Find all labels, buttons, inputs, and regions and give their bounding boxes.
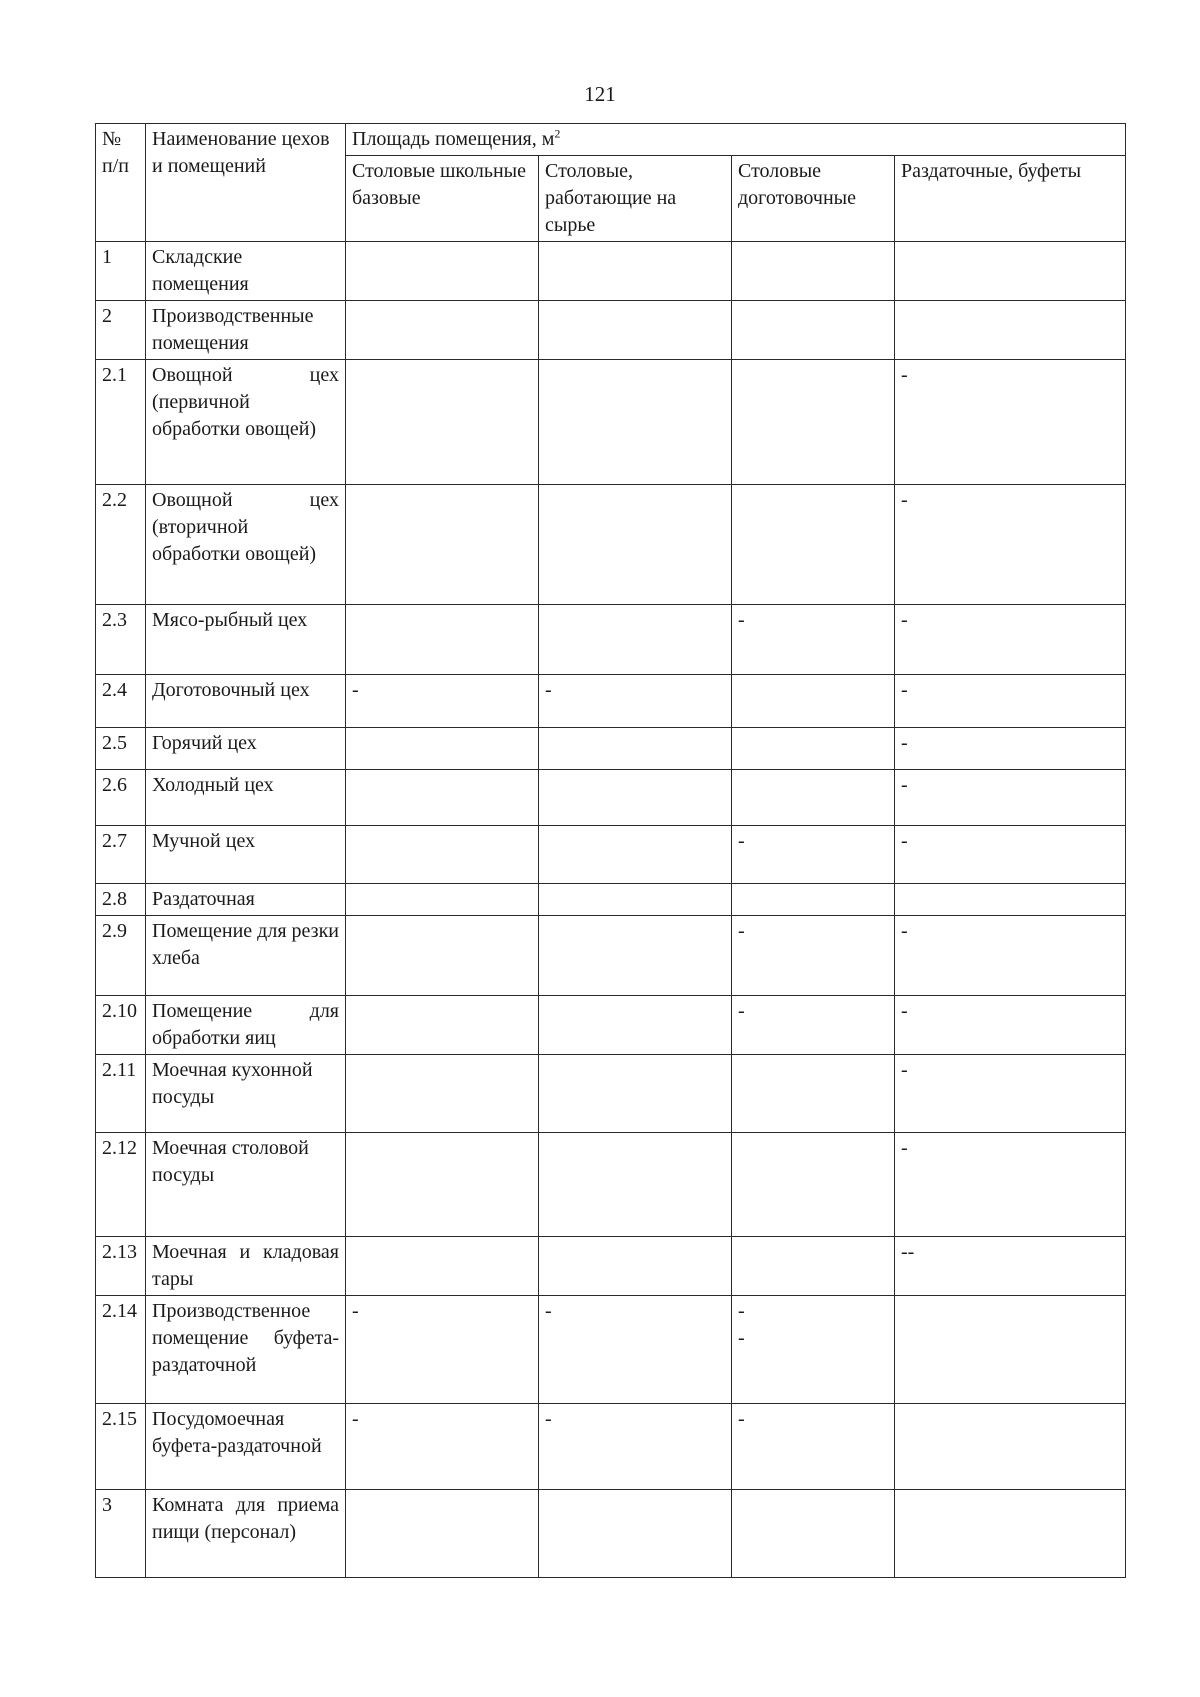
row-number: 2.14 — [96, 1296, 146, 1404]
area-value-cell: - — [732, 996, 895, 1055]
table-row — [96, 242, 1126, 301]
area-value-cell — [732, 1133, 895, 1237]
table-row — [96, 675, 1126, 728]
room-name — [146, 826, 346, 884]
table-row — [96, 1237, 1126, 1296]
area-value-cell — [895, 1490, 1126, 1578]
area-value-cell — [732, 1490, 895, 1578]
table-row — [96, 1490, 1126, 1578]
room-name — [146, 675, 346, 728]
room-name-text: Овощной цех (первичной обработки овощей) — [152, 364, 339, 440]
row-number: 2.15 — [96, 1404, 146, 1490]
area-value-cell — [732, 884, 895, 916]
area-value-cell — [346, 1237, 539, 1296]
header-col-buffets: Раздаточные, буфеты — [895, 156, 1126, 242]
room-name — [146, 1296, 346, 1404]
room-name — [146, 1490, 346, 1578]
area-value-cell: - — [346, 1296, 539, 1404]
area-value-cell: - — [539, 1404, 732, 1490]
room-name — [146, 728, 346, 770]
area-value-cell — [895, 242, 1126, 301]
room-name — [146, 360, 346, 485]
table-row — [96, 770, 1126, 826]
table-row — [96, 605, 1126, 675]
room-name-text: Производственное помещение буфета-раздаточной — [152, 1300, 339, 1376]
room-name — [146, 605, 346, 675]
row-number: 2.7 — [96, 826, 146, 884]
row-number: 2.2 — [96, 485, 146, 605]
table-row — [96, 1404, 1126, 1490]
area-value-cell — [346, 605, 539, 675]
area-value-cell — [346, 826, 539, 884]
room-name-text: Доготовочный цех — [152, 679, 310, 701]
room-name — [146, 916, 346, 996]
area-value-cell: - — [732, 1404, 895, 1490]
row-number: 1 — [96, 242, 146, 301]
room-name — [146, 770, 346, 826]
area-value-cell: - — [895, 770, 1126, 826]
header-name: Наименование цехов и помещений — [146, 124, 346, 242]
area-value-cell — [732, 675, 895, 728]
area-value-cell: - — [895, 1055, 1126, 1133]
area-value-cell — [539, 916, 732, 996]
area-value-cell — [895, 1296, 1126, 1404]
area-value-cell: - — [346, 675, 539, 728]
room-name-text: Моечная кухонной посуды — [152, 1059, 313, 1108]
header-col-raw: Столовые, работающие на сырье — [539, 156, 732, 242]
row-number: 2.1 — [96, 360, 146, 485]
area-value-cell — [346, 1490, 539, 1578]
table-row — [96, 916, 1126, 996]
area-value-cell — [539, 884, 732, 916]
area-value-cell: - — [732, 605, 895, 675]
page-number: 121 — [584, 82, 616, 106]
room-name — [146, 1404, 346, 1490]
area-value-cell — [539, 605, 732, 675]
room-name — [146, 996, 346, 1055]
room-name-text: Мучной цех — [152, 830, 256, 852]
room-name-text: Производственные помещения — [152, 305, 314, 354]
room-name-text: Раздаточная — [152, 888, 255, 910]
area-value-cell: - — [539, 675, 732, 728]
room-name-text: Моечная и кладовая тары — [152, 1241, 339, 1290]
area-value-cell — [539, 485, 732, 605]
area-value-cell — [346, 1133, 539, 1237]
row-number: 2.3 — [96, 605, 146, 675]
room-name-text: Складские помещения — [152, 246, 249, 295]
room-name — [146, 1133, 346, 1237]
row-number: 2.9 — [96, 916, 146, 996]
room-name — [146, 301, 346, 360]
table-row — [96, 826, 1126, 884]
area-value-cell: - — [895, 485, 1126, 605]
row-number: 2.13 — [96, 1237, 146, 1296]
row-number: 2 — [96, 301, 146, 360]
row-number: 2.8 — [96, 884, 146, 916]
area-value-cell — [539, 1490, 732, 1578]
area-value-cell — [346, 360, 539, 485]
row-number: 2.4 — [96, 675, 146, 728]
area-value-cell — [346, 916, 539, 996]
header-num: № п/п — [96, 124, 146, 242]
table-row — [96, 996, 1126, 1055]
area-value-cell — [732, 728, 895, 770]
area-value-cell — [539, 996, 732, 1055]
area-value-cell: - — [895, 916, 1126, 996]
table-body — [96, 242, 1126, 1578]
area-value-cell — [895, 884, 1126, 916]
area-value-cell — [346, 770, 539, 826]
area-value-cell — [732, 301, 895, 360]
table-header — [96, 124, 1126, 242]
area-value-cell — [539, 770, 732, 826]
area-value-cell — [346, 301, 539, 360]
row-number: 2.11 — [96, 1055, 146, 1133]
area-value-cell — [346, 242, 539, 301]
room-name — [146, 1055, 346, 1133]
row-number: 2.6 — [96, 770, 146, 826]
area-value-cell — [539, 826, 732, 884]
area-value-cell — [346, 884, 539, 916]
area-value-cell: - — [895, 996, 1126, 1055]
room-area-table — [95, 123, 1126, 1578]
room-name — [146, 884, 346, 916]
area-value-cell — [732, 360, 895, 485]
header-area-label: Площадь помещения, м — [352, 128, 555, 150]
area-value-cell — [732, 485, 895, 605]
room-name — [146, 242, 346, 301]
area-value-cell: - — [732, 826, 895, 884]
area-value-cell: - — [895, 605, 1126, 675]
area-value-cell — [895, 1404, 1126, 1490]
area-value-cell — [346, 996, 539, 1055]
room-name-text: Холодный цех — [152, 774, 274, 796]
area-value-cell — [539, 1133, 732, 1237]
area-value-cell: -- — [895, 1237, 1126, 1296]
table-row — [96, 1296, 1126, 1404]
area-value-cell — [539, 360, 732, 485]
area-value-cell: - — [895, 360, 1126, 485]
area-value-cell: - — [895, 826, 1126, 884]
area-value-cell: - — [895, 728, 1126, 770]
area-value-cell — [539, 1055, 732, 1133]
room-name-text: Помещение для обработки яиц — [152, 1000, 339, 1049]
room-name — [146, 485, 346, 605]
area-value-cell — [732, 242, 895, 301]
room-name-text: Мясо-рыбный цех — [152, 609, 308, 631]
area-value-cell — [539, 728, 732, 770]
row-number: 2.5 — [96, 728, 146, 770]
room-name-text: Посудомоечная буфета-раздаточной — [152, 1408, 322, 1457]
area-value-cell — [539, 242, 732, 301]
header-col-finishing: Столовые доготовочные — [732, 156, 895, 242]
row-number: 3 — [96, 1490, 146, 1578]
table-row — [96, 485, 1126, 605]
room-name-text: Моечная столовой посуды — [152, 1137, 309, 1186]
area-value-cell: - — [346, 1404, 539, 1490]
room-name-text: Помещение для резки хлеба — [152, 920, 339, 969]
table-row — [96, 1055, 1126, 1133]
area-value-cell: - — [539, 1296, 732, 1404]
table-row — [96, 1133, 1126, 1237]
area-value-cell — [346, 485, 539, 605]
table-row — [96, 884, 1126, 916]
area-value-cell: - — [895, 1133, 1126, 1237]
table-row — [96, 728, 1126, 770]
room-name-text: Комната для приема пищи (персонал) — [152, 1494, 339, 1543]
area-value-cell — [732, 770, 895, 826]
header-col-school: Столовые школьные базовые — [346, 156, 539, 242]
area-value-cell: - — [732, 916, 895, 996]
row-number: 2.12 — [96, 1133, 146, 1237]
area-value-cell — [732, 1237, 895, 1296]
room-name-text: Горячий цех — [152, 732, 257, 754]
room-name — [146, 1237, 346, 1296]
area-value-cell — [895, 301, 1126, 360]
header-area — [346, 124, 1126, 156]
area-value-cell — [346, 1055, 539, 1133]
header-area-unit-sup: 2 — [554, 126, 561, 141]
area-value-cell — [539, 1237, 732, 1296]
area-value-cell: - — [895, 675, 1126, 728]
area-value-cell: - - — [732, 1296, 895, 1404]
area-value-cell — [346, 728, 539, 770]
room-name-text: Овощной цех (вторичной обработки овощей) — [152, 489, 339, 565]
area-value-cell — [732, 1055, 895, 1133]
table-row — [96, 360, 1126, 485]
area-value-cell — [539, 301, 732, 360]
row-number: 2.10 — [96, 996, 146, 1055]
table-row — [96, 301, 1126, 360]
